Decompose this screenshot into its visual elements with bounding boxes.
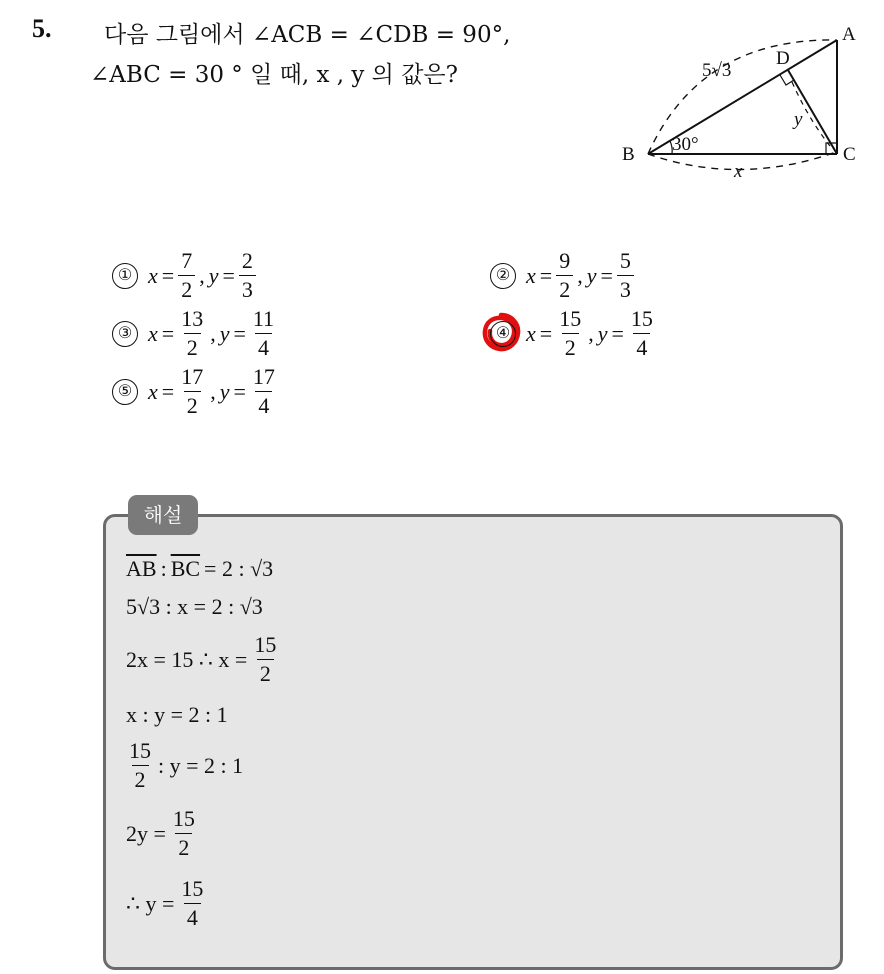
question-text-line1: 다음 그림에서 ∠ACB = ∠CDB = 90°, <box>104 22 511 48</box>
choice-expression: x = $\frac{9}{2}$ , y = $\frac{5}{3}$ <box>526 250 634 301</box>
choice-2[interactable] <box>490 250 634 301</box>
label-angle: 30° <box>672 134 699 155</box>
label-x: x <box>734 161 743 182</box>
label-d: D <box>776 48 790 69</box>
question-text-line2: ∠ABC = 30 ° 일 때, x , y 의 값은? <box>90 62 458 88</box>
label-c: C <box>843 144 856 165</box>
solution-line-2: 5√3 : x = 2 : √3 <box>126 594 263 619</box>
solution-line-4: x : y = 2 : 1 <box>126 702 228 727</box>
choice-number: ① <box>112 263 138 289</box>
choice-expression: x = $\frac{15}{2}$ , y = $\frac{15}{4}$ <box>526 306 653 360</box>
question-number: 5. <box>32 14 52 43</box>
label-b: B <box>622 144 635 165</box>
solution-line-1: $\overline{AB}$ : $\overline{BC}$ = 2 : √3 <box>126 556 274 581</box>
label-hypotenuse: 5√3 <box>702 60 732 81</box>
label-a: A <box>842 24 856 45</box>
choice-1[interactable] <box>112 250 256 301</box>
triangle-figure <box>610 18 870 188</box>
choice-number: ② <box>490 263 516 289</box>
choice-5[interactable] <box>112 366 278 417</box>
solution-line-7: ∴ y = $\frac{15}{4}$ <box>126 876 204 930</box>
choice-number: ③ <box>112 321 138 347</box>
choice-3[interactable] <box>112 308 277 359</box>
label-y: y <box>794 109 803 130</box>
choice-expression: x = $\frac{7}{2}$ , y = $\frac{2}{3}$ <box>148 250 256 301</box>
choice-expression: x = $\frac{17}{2}$ , y = $\frac{17}{4}$ <box>148 364 275 418</box>
solution-line-3: 2x = 15 ∴ x = $\frac{15}{2}$ <box>126 632 277 686</box>
choice-number: ④ <box>490 321 516 347</box>
solution-line-6: 2y = $\frac{15}{2}$ <box>126 806 195 860</box>
choice-number: ⑤ <box>112 379 138 405</box>
choice-expression: x = $\frac{13}{2}$ , y = $\frac{11}{4}$ <box>148 306 275 360</box>
choice-4[interactable] <box>490 308 656 359</box>
solution-line-5: $\frac{15}{2}$ : y = 2 : 1 <box>129 738 244 792</box>
explanation-tag: 해설 <box>128 495 198 535</box>
